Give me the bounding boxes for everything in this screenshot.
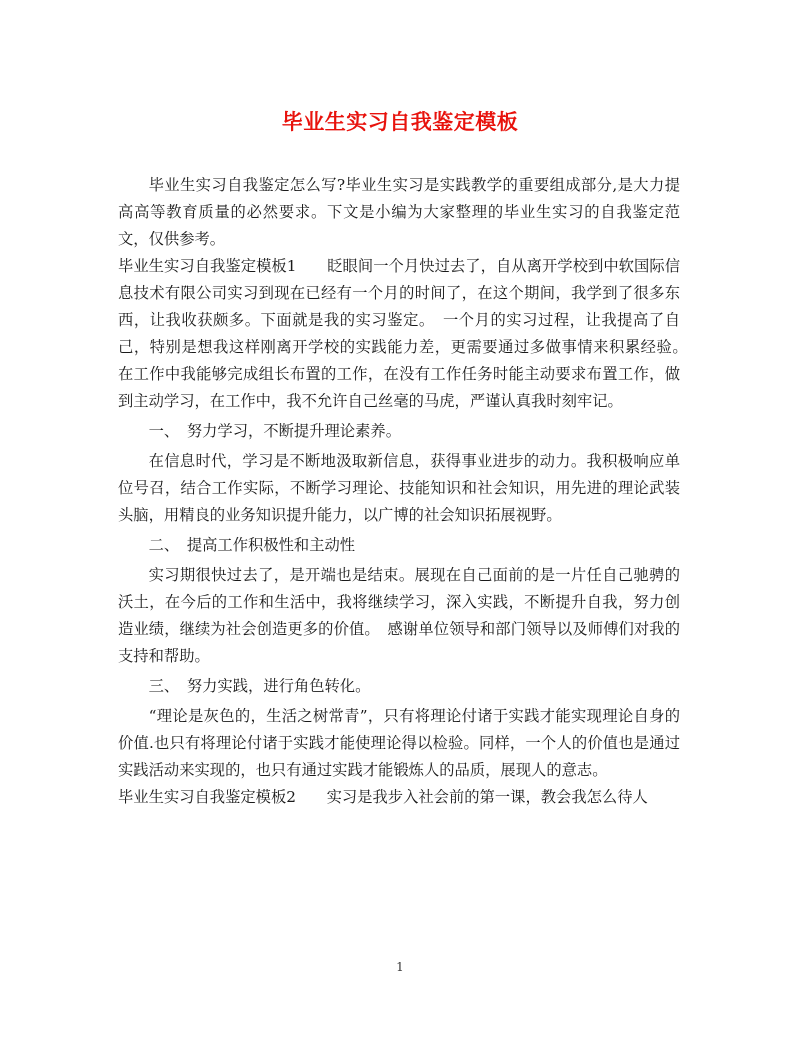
- section-2-paragraph: 实习期很快过去了，是开端也是结束。展现在自己面前的是一片任自己驰骋的沃土，在今后的工作和生活中，我将继续学习，深入实践，不断提升自我，努力创造业绩，继续为社会创造更多的价值。 感谢单位领导和部门领导以及师傅们对我的支持和帮助。: [118, 566, 680, 665]
- template-2-paragraph: 毕业生实习自我鉴定模板2 实习是我步入社会前的第一课，教会我怎么待人: [118, 788, 648, 806]
- section-1-paragraph: 在信息时代，学习是不断地汲取新信息，获得事业进步的动力。我积极响应单位号召，结合工作实际，不断学习理论、技能知识和社会知识，用先进的理论武装头脑，用精良的业务知识提升能力，以广博的社会知识拓展视野。: [118, 452, 680, 524]
- page-number: 1: [396, 960, 404, 974]
- section-3-paragraph: “理论是灰色的，生活之树常青”，只有将理论付诸于实践才能实现理论自身的价值.也只有将理论付诸于实践才能使理论得以检验。同样，一个人的价值也是通过实践活动来实现的，也只有通过实践才能锻炼人的品质，展现人的意志。: [118, 707, 680, 779]
- document-body: [118, 172, 696, 811]
- section-heading-2: 二、 提高工作积极性和主动性: [148, 536, 356, 554]
- intro-paragraph: 毕业生实习自我鉴定怎么写?毕业生实习是实践教学的重要组成部分,是大力提高高等教育质量的必然要求。下文是小编为大家整理的毕业生实习的自我鉴定范文，仅供参考。: [118, 176, 680, 248]
- section-heading-1: 一、 努力学习，不断提升理论素养。: [148, 422, 401, 440]
- template-1-paragraph: 毕业生实习自我鉴定模板1 眨眼间一个月快过去了，自从离开学校到中软国际信息技术有限公司实习到现在已经有一个月的时间了，在这个期间，我学到了很多东西，让我收获颇多。下面就是我的实习鉴定。 一个月的实习过程，让我提高了自己，特别是想我这样刚离开学校的实践能力差，更需要通过多做事情来积累经验。 在工作中我能够完成组长布置的工作，在没有工作任务时能主动要求布置工作，做到主动学习，在工作中，我不允许自己丝毫的马虎，严谨认真我时刻牢记。: [118, 257, 696, 410]
- page-title: 毕业生实习自我鉴定模板: [281, 109, 519, 134]
- section-heading-3: 三、 努力实践，进行角色转化。: [148, 677, 371, 695]
